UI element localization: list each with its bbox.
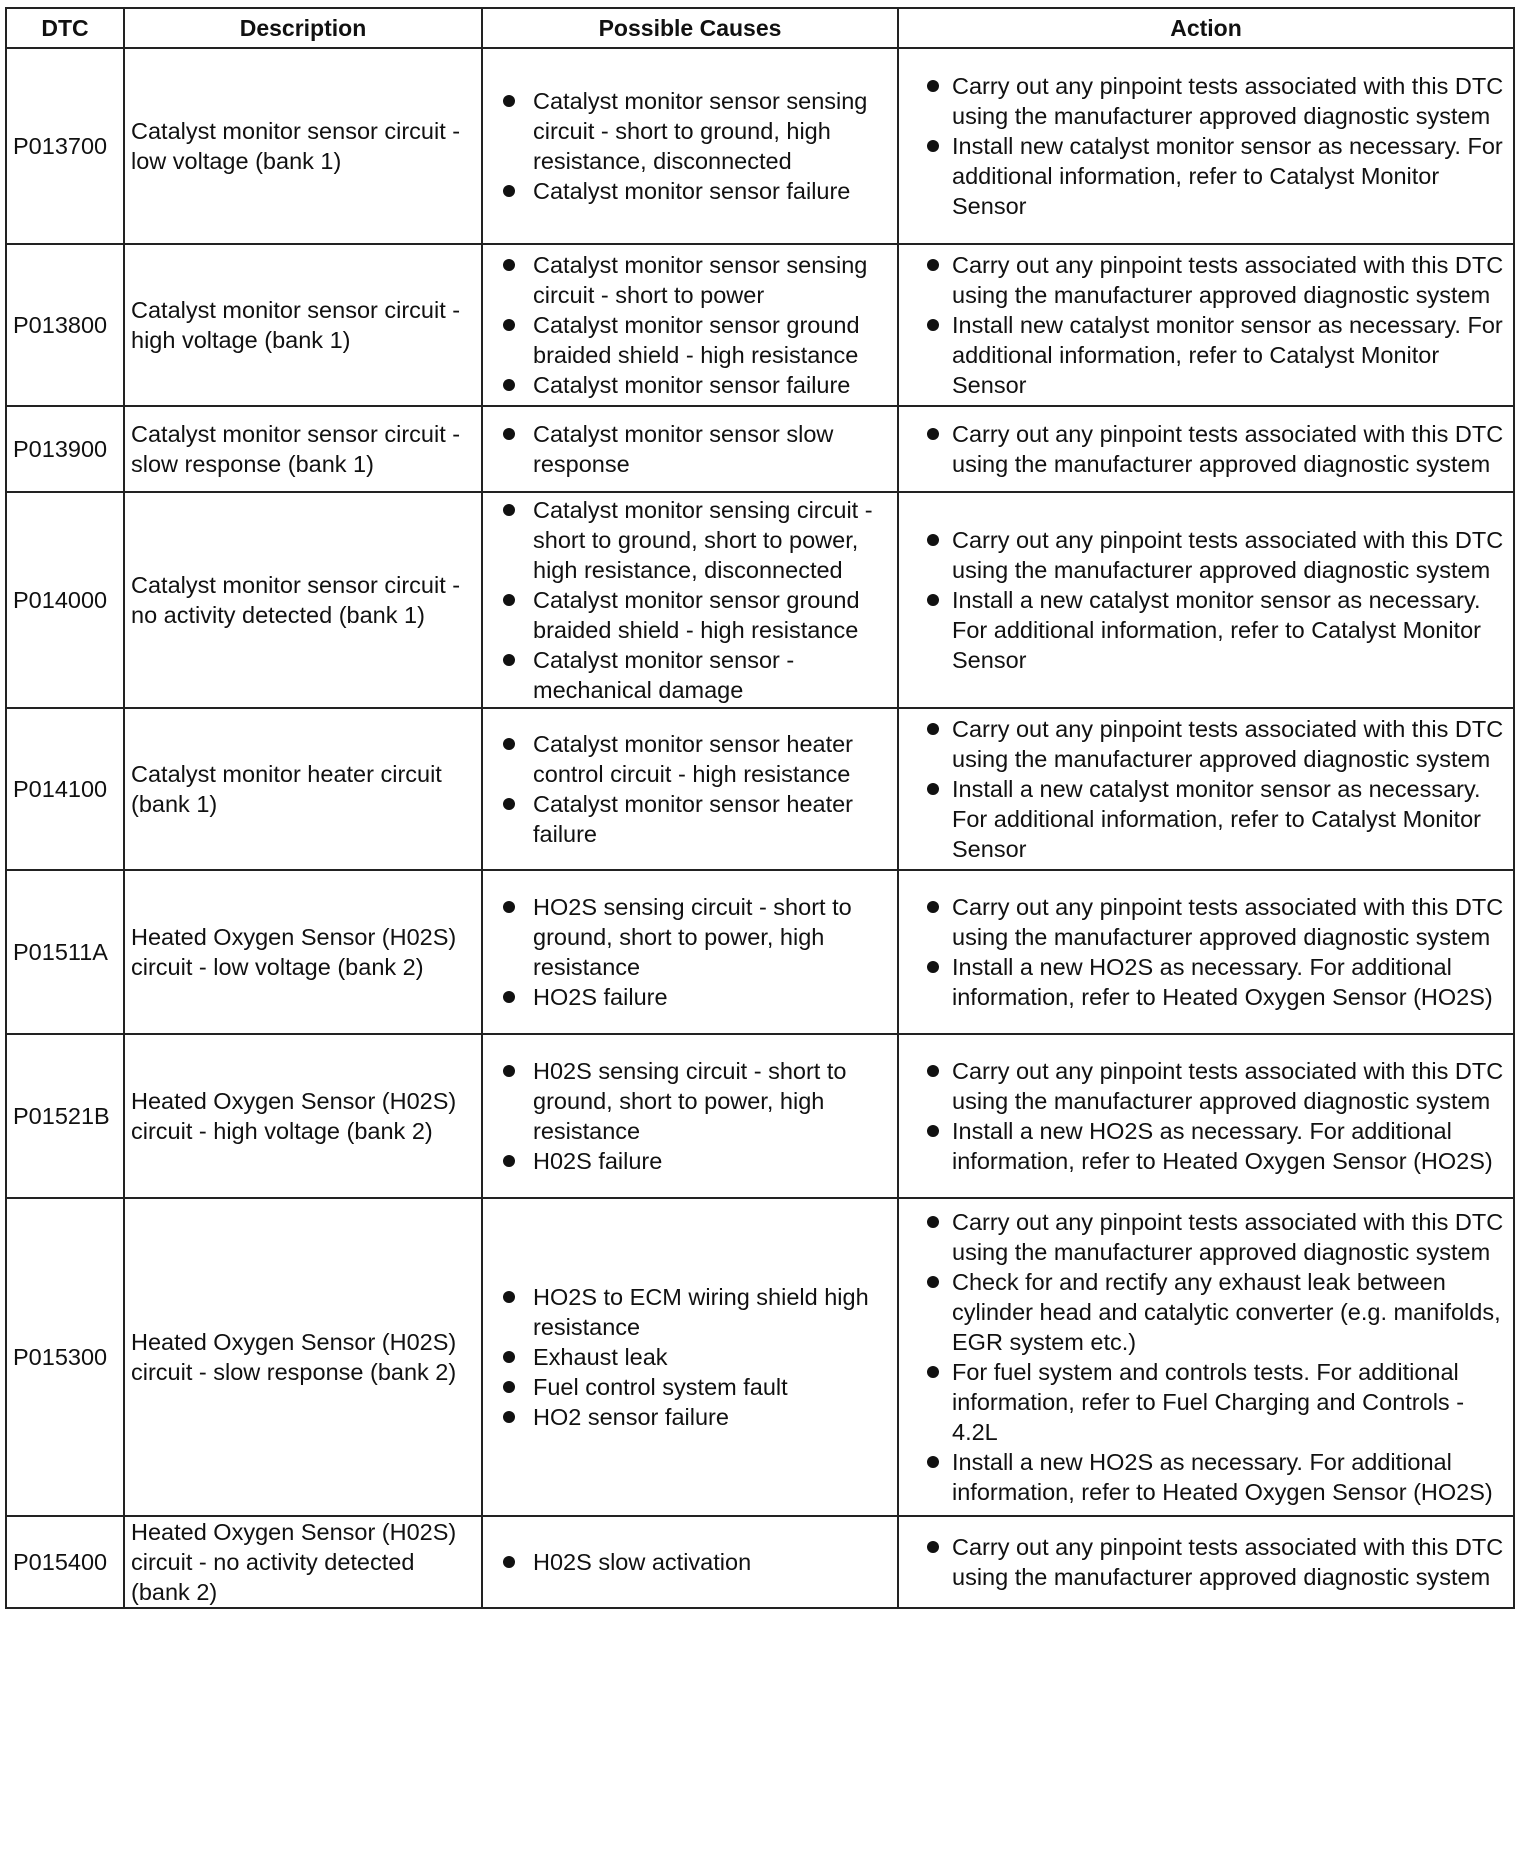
dtc-code: P014100 <box>6 708 124 870</box>
action-item: Install a new HO2S as necessary. For additional information, refer to Heated Oxygen Sensor (HO2S) <box>905 952 1507 1012</box>
possible-causes-cell <box>482 48 898 244</box>
dtc-code: P013800 <box>6 244 124 406</box>
dtc-table <box>5 7 1515 1609</box>
cause-item: Catalyst monitor sensor sensing circuit - short to ground, high resistance, disconnected <box>489 86 891 176</box>
header-action: Action <box>898 8 1514 48</box>
dtc-code: P013700 <box>6 48 124 244</box>
action-item: Install a new HO2S as necessary. For additional information, refer to Heated Oxygen Sensor (HO2S) <box>905 1116 1507 1176</box>
table-row <box>6 492 1514 708</box>
possible-causes-cell <box>482 244 898 406</box>
cause-item: HO2S failure <box>489 982 891 1012</box>
action-cell <box>898 48 1514 244</box>
header-description: Description <box>124 8 482 48</box>
cause-item: Catalyst monitor sensor sensing circuit - short to power <box>489 250 891 310</box>
dtc-code: P014000 <box>6 492 124 708</box>
dtc-description: Heated Oxygen Sensor (H02S) circuit - low voltage (bank 2) <box>124 870 482 1034</box>
actions-list <box>905 1532 1507 1592</box>
actions-list <box>905 892 1507 1012</box>
table-row <box>6 1198 1514 1516</box>
table-row <box>6 48 1514 244</box>
table-row <box>6 708 1514 870</box>
dtc-description: Catalyst monitor sensor circuit - low voltage (bank 1) <box>124 48 482 244</box>
cause-item: Catalyst monitor sensor ground braided shield - high resistance <box>489 585 891 645</box>
header-row <box>6 8 1514 48</box>
action-item: Carry out any pinpoint tests associated with this DTC using the manufacturer approved diagnostic system <box>905 1532 1507 1592</box>
actions-list <box>905 1056 1507 1176</box>
cause-item: HO2S sensing circuit - short to ground, short to power, high resistance <box>489 892 891 982</box>
cause-item: Catalyst monitor sensor failure <box>489 370 891 400</box>
action-item: Install a new HO2S as necessary. For additional information, refer to Heated Oxygen Sensor (HO2S) <box>905 1447 1507 1507</box>
action-cell <box>898 870 1514 1034</box>
action-item: Install a new catalyst monitor sensor as necessary. For additional information, refer to Catalyst Monitor Sensor <box>905 585 1507 675</box>
cause-item: H02S sensing circuit - short to ground, short to power, high resistance <box>489 1056 891 1146</box>
cause-item: H02S slow activation <box>489 1547 891 1577</box>
dtc-code: P01511A <box>6 870 124 1034</box>
action-item: Carry out any pinpoint tests associated with this DTC using the manufacturer approved diagnostic system <box>905 419 1507 479</box>
dtc-description: Heated Oxygen Sensor (H02S) circuit - no activity detected (bank 2) <box>124 1516 482 1608</box>
dtc-code: P01521B <box>6 1034 124 1198</box>
action-cell <box>898 244 1514 406</box>
causes-list <box>489 729 891 849</box>
causes-list <box>489 892 891 1012</box>
action-item: Carry out any pinpoint tests associated with this DTC using the manufacturer approved diagnostic system <box>905 892 1507 952</box>
table-row <box>6 870 1514 1034</box>
dtc-description: Catalyst monitor heater circuit (bank 1) <box>124 708 482 870</box>
action-cell <box>898 492 1514 708</box>
dtc-description: Catalyst monitor sensor circuit - slow response (bank 1) <box>124 406 482 492</box>
action-cell <box>898 1516 1514 1608</box>
possible-causes-cell <box>482 708 898 870</box>
table-row <box>6 1034 1514 1198</box>
causes-list <box>489 250 891 400</box>
cause-item: Catalyst monitor sensor slow response <box>489 419 891 479</box>
possible-causes-cell <box>482 406 898 492</box>
action-cell <box>898 1198 1514 1516</box>
cause-item: Fuel control system fault <box>489 1372 891 1402</box>
actions-list <box>905 419 1507 479</box>
possible-causes-cell <box>482 1198 898 1516</box>
dtc-description: Heated Oxygen Sensor (H02S) circuit - slow response (bank 2) <box>124 1198 482 1516</box>
action-item: Carry out any pinpoint tests associated with this DTC using the manufacturer approved diagnostic system <box>905 525 1507 585</box>
causes-list <box>489 1056 891 1176</box>
action-item: Carry out any pinpoint tests associated with this DTC using the manufacturer approved diagnostic system <box>905 250 1507 310</box>
actions-list <box>905 525 1507 675</box>
cause-item: Catalyst monitor sensor heater failure <box>489 789 891 849</box>
table-row <box>6 244 1514 406</box>
actions-list <box>905 250 1507 400</box>
dtc-code: P015400 <box>6 1516 124 1608</box>
cause-item: Exhaust leak <box>489 1342 891 1372</box>
action-item: Carry out any pinpoint tests associated with this DTC using the manufacturer approved diagnostic system <box>905 714 1507 774</box>
action-cell <box>898 708 1514 870</box>
action-item: Install new catalyst monitor sensor as necessary. For additional information, refer to Catalyst Monitor Sensor <box>905 310 1507 400</box>
action-item: Carry out any pinpoint tests associated with this DTC using the manufacturer approved diagnostic system <box>905 1207 1507 1267</box>
action-cell <box>898 406 1514 492</box>
causes-list <box>489 1547 891 1577</box>
causes-list <box>489 1282 891 1432</box>
possible-causes-cell <box>482 1516 898 1608</box>
cause-item: HO2S to ECM wiring shield high resistance <box>489 1282 891 1342</box>
dtc-code: P015300 <box>6 1198 124 1516</box>
possible-causes-cell <box>482 492 898 708</box>
actions-list <box>905 71 1507 221</box>
causes-list <box>489 495 891 705</box>
causes-list <box>489 419 891 479</box>
header-possible-causes: Possible Causes <box>482 8 898 48</box>
action-item: For fuel system and controls tests. For additional information, refer to Fuel Charging and Controls - 4.2L <box>905 1357 1507 1447</box>
action-item: Install a new catalyst monitor sensor as necessary. For additional information, refer to Catalyst Monitor Sensor <box>905 774 1507 864</box>
action-item: Install new catalyst monitor sensor as necessary. For additional information, refer to Catalyst Monitor Sensor <box>905 131 1507 221</box>
cause-item: Catalyst monitor sensor heater control circuit - high resistance <box>489 729 891 789</box>
cause-item: H02S failure <box>489 1146 891 1176</box>
possible-causes-cell <box>482 870 898 1034</box>
action-item: Carry out any pinpoint tests associated with this DTC using the manufacturer approved diagnostic system <box>905 1056 1507 1116</box>
dtc-description: Catalyst monitor sensor circuit - no activity detected (bank 1) <box>124 492 482 708</box>
cause-item: Catalyst monitor sensor ground braided shield - high resistance <box>489 310 891 370</box>
action-cell <box>898 1034 1514 1198</box>
action-item: Carry out any pinpoint tests associated with this DTC using the manufacturer approved diagnostic system <box>905 71 1507 131</box>
table-row <box>6 1516 1514 1608</box>
cause-item: HO2 sensor failure <box>489 1402 891 1432</box>
cause-item: Catalyst monitor sensor failure <box>489 176 891 206</box>
dtc-description: Heated Oxygen Sensor (H02S) circuit - high voltage (bank 2) <box>124 1034 482 1198</box>
table-row <box>6 406 1514 492</box>
dtc-code: P013900 <box>6 406 124 492</box>
actions-list <box>905 1207 1507 1507</box>
causes-list <box>489 86 891 206</box>
actions-list <box>905 714 1507 864</box>
possible-causes-cell <box>482 1034 898 1198</box>
header-dtc: DTC <box>6 8 124 48</box>
cause-item: Catalyst monitor sensing circuit - short to ground, short to power, high resistance, disconnected <box>489 495 891 585</box>
action-item: Check for and rectify any exhaust leak between cylinder head and catalytic converter (e.g. manifolds, EGR system etc.) <box>905 1267 1507 1357</box>
dtc-description: Catalyst monitor sensor circuit - high voltage (bank 1) <box>124 244 482 406</box>
cause-item: Catalyst monitor sensor - mechanical damage <box>489 645 891 705</box>
